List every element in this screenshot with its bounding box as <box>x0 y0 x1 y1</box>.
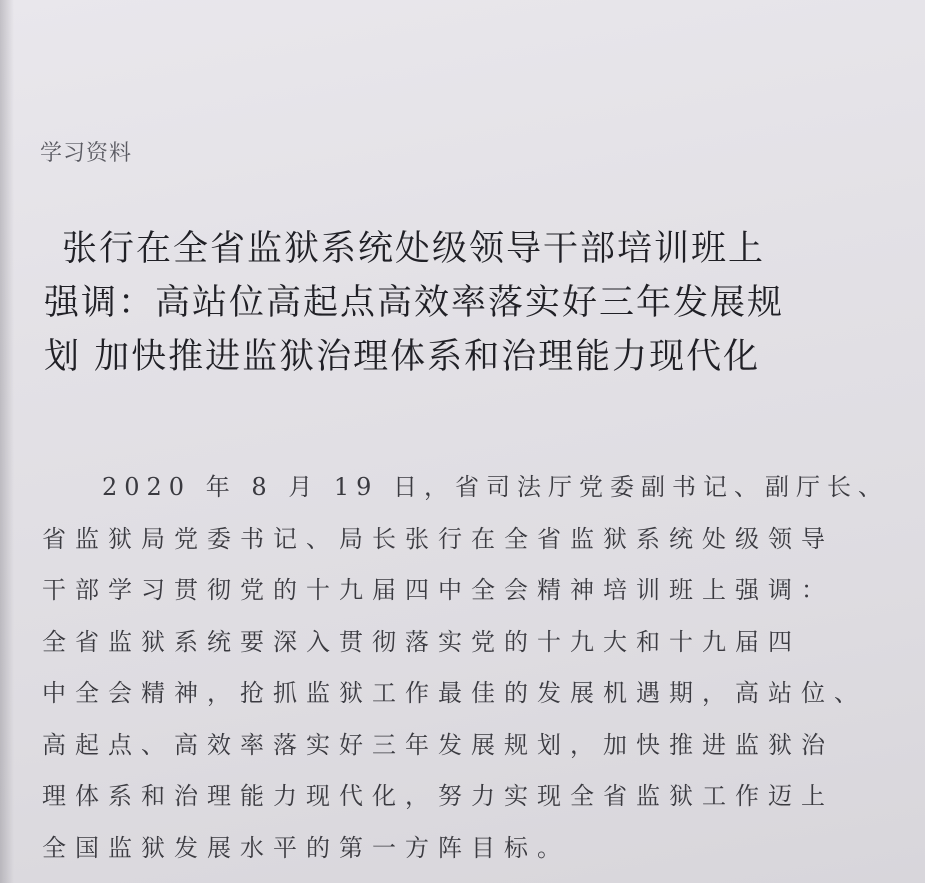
body-line: 高起点、高效率落实好三年发展规划，加快推进监狱治 <box>42 730 834 759</box>
title-line: 张行在全省监狱系统处级领导干部培训班上 <box>62 229 766 269</box>
body-line: 中全会精神，抢抓监狱工作最佳的发展机遇期，高站位、 <box>42 679 867 707</box>
body-line: 理体系和治理能力现代化，努力实现全省监狱工作迈上 <box>42 782 834 810</box>
section-label: 学习资料 <box>40 141 133 166</box>
body-line: 省监狱局党委书记、局长张行在全省监狱系统处级领导 <box>42 524 834 553</box>
title-line: 强调：高站位高起点高效率落实好三年发展规 <box>44 283 785 323</box>
body-line: 干部学习贯彻党的十九届四中全会精神培训班上强调： <box>42 576 834 604</box>
body-line: 2020 年 8 月 19 日，省司法厅党委副书记、副厅长、 <box>102 473 890 501</box>
body-line: 全省监狱系统要深入贯彻落实党的十九大和十九届四 <box>42 627 801 656</box>
body-line: 全国监狱发展水平的第一方阵目标。 <box>42 833 570 862</box>
article-body <box>42 462 912 874</box>
paper-edge-shadow <box>0 0 14 883</box>
title-line: 划 加快推进监狱治理体系和治理能力现代化 <box>44 337 761 377</box>
article-title <box>44 222 874 384</box>
